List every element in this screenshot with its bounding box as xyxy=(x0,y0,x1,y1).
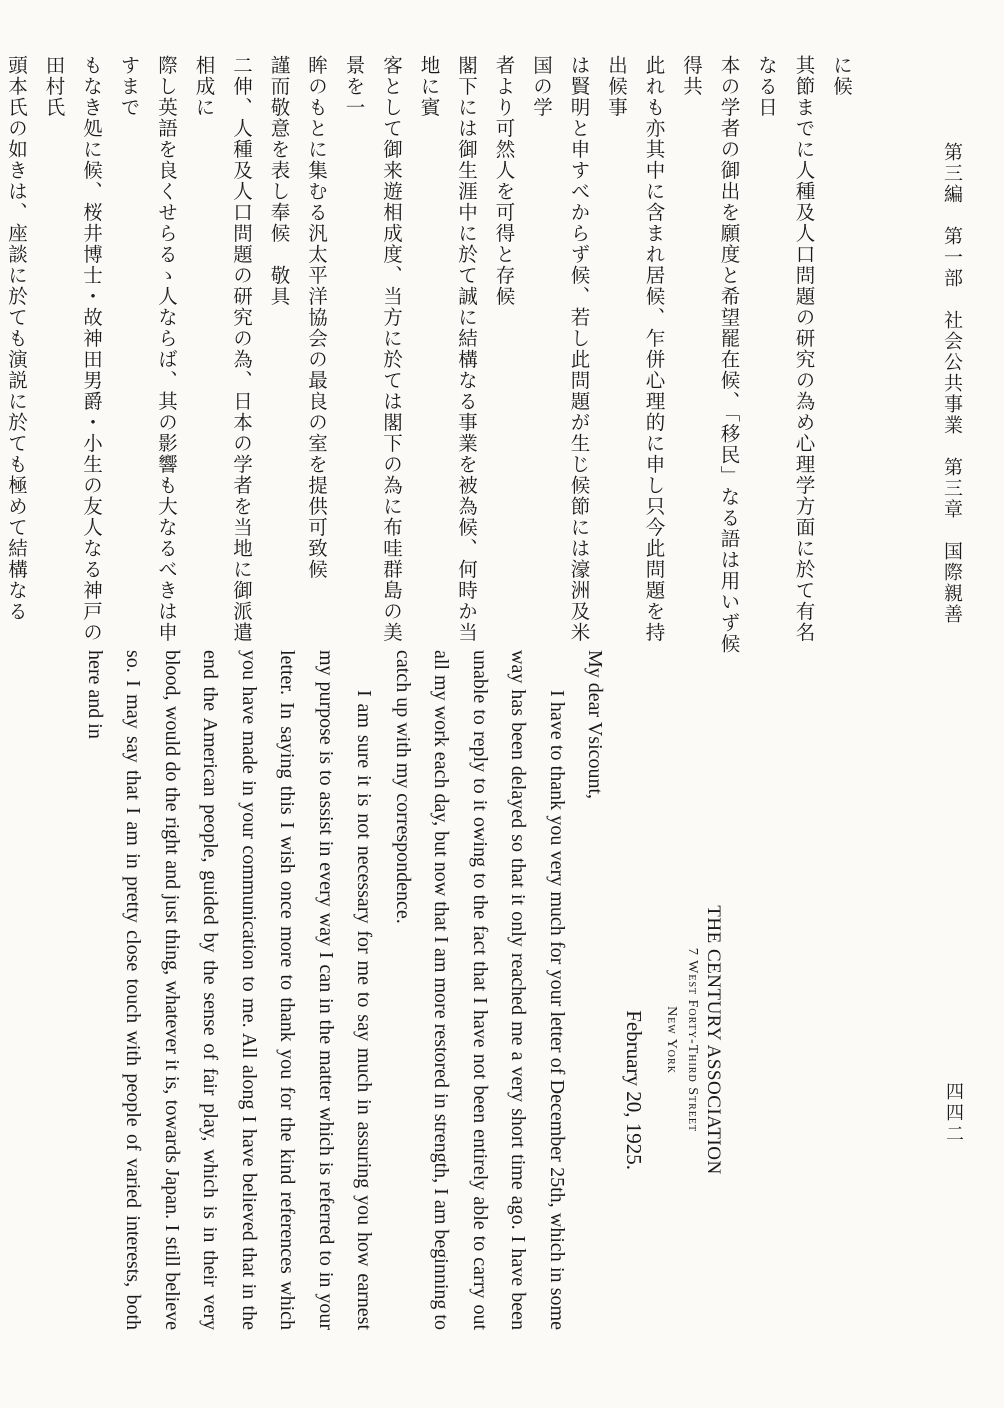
page-number: 四四二 xyxy=(943,1082,964,1145)
jp-line: 本の学者の御出を願度と希望罷在候、「移民」なる語は用いず候得共 xyxy=(680,55,741,655)
letterhead-address: 7 West Forty-Third Street xyxy=(685,947,700,1133)
running-header: 第三編 第一部 社会公共事業 第三章 国際親善 xyxy=(941,142,963,625)
jp-line: に候 xyxy=(830,55,853,97)
letterhead xyxy=(661,750,724,1330)
jp-line: 客として御来遊相成度、当方に於ては閣下の為に布哇群島の美景を一 xyxy=(342,55,403,643)
jp-line: 其節までに人種及人口問題の研究の為め心理学方面に於て有名なる日 xyxy=(755,55,816,643)
salutation: My dear Vsicount, xyxy=(584,650,607,800)
jp-line: 二伸、人種及人口問題の研究の為、日本の学者を当地に御派遣相成に xyxy=(192,55,253,643)
jp-line: 頭本氏の如きは、座談に於ても演説に於ても極めて結構なる xyxy=(5,55,28,622)
jp-line: 謹而敬意を表し奉候 敬具 xyxy=(267,55,291,307)
jp-line: 此れも亦其中に含まれ居候、乍併心理的に申し只今此問題を持出候事 xyxy=(605,55,666,643)
jp-line: は賢明と申すべからず候、若し此問題が生じ候節には濠洲及米国の学 xyxy=(530,55,591,643)
jp-line: 際し英語を良くせらるゝ人ならば、其の影響も大なるべきは申すまで xyxy=(117,55,178,643)
jp-line: もなき処に候、桜井博士・故神田男爵・小生の友人なる神戸の田村氏 xyxy=(42,55,103,643)
letter-date: February 20, 1925. xyxy=(622,1010,646,1170)
letterhead-city: New York xyxy=(664,1006,679,1074)
english-letter xyxy=(0,650,728,1330)
jp-line: 眸のもとに集むる汎太平洋協会の最良の室を提供可致候 xyxy=(305,55,328,580)
japanese-letter xyxy=(5,55,860,655)
jp-line: 者より可然人を可得と存候 xyxy=(492,55,516,307)
jp-line: 閣下には御生涯中に於て誠に結構なる事業を被為候、何時か当地に賓 xyxy=(417,55,478,643)
letter-paragraph: I am sure it is not necessary for me to say much in assuring you how earnest my purpose is to assist in every way I can in the matter which is referred to in your letter. In saying this I wish once more to thank you for the kind references which you have made in your communication to me. All along I have believed that in the end the American people, guided by the sense of fair play, which is in their very blood, would do the right and just thing, whatever it is, towards Japan. I still believe so. I may say that I am in pretty close touch with people of varied interests, both here and in xyxy=(84,650,376,1330)
letter-paragraph: I have to thank you very much for your letter of December 25th, which in some way has been delayed so that it only reached me a very short time ago. I have been unable to reply to it owing to the fact that I have not been entirely able to carry out all my work each day, but now that I am more restored in strength, I am beginning to catch up with my correspondence. xyxy=(392,650,568,1330)
letterhead-association: THE CENTURY ASSOCIATION xyxy=(703,905,724,1175)
